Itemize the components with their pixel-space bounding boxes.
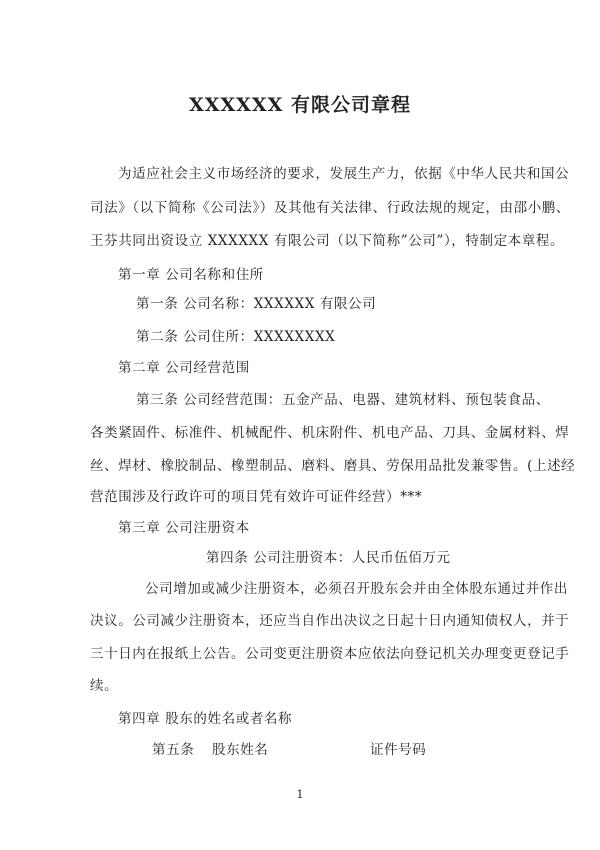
article-3-line-4: 营范围涉及行政许可的项目凭有效许可证件经营）*** [90, 489, 423, 505]
id-number-column: 证件号码 [370, 742, 427, 758]
shareholder-name-column: 股东姓名 [212, 742, 269, 758]
preamble-line-1: 为适应社会主义市场经济的要求，发展生产力，依据《中华人民共和国公 [118, 166, 570, 182]
preamble-line-2: 司法》（以下简称《公司法》）及其他有关法律、行政法规的规定，由邵小鹏、 [90, 200, 570, 216]
chapter-1-heading: 第一章 公司名称和住所 [118, 267, 264, 283]
article-5-label: 第五条 [152, 742, 195, 758]
capital-change-line-3: 三十日内在报纸上公告。公司变更注册资本应依法向登记机关办理变更登记手 [90, 646, 570, 662]
article-3-line-1: 第三条 公司经营范围：五金产品、电器、建筑材料、预包装食品、 [136, 392, 550, 408]
article-2: 第二条 公司住所：XXXXXXXX [136, 329, 336, 345]
chapter-3-heading: 第三章 公司注册资本 [118, 520, 250, 536]
capital-change-line-2: 决议。公司减少注册资本，还应当自作出决议之日起十日内通知债权人，并于 [90, 613, 570, 629]
article-4: 第四条 公司注册资本：人民币伍佰万元 [206, 550, 451, 566]
article-3-line-3: 丝、焊材、橡胶制品、橡塑制品、磨料、磨具、劳保用品批发兼零售。(上述经 [90, 458, 576, 474]
article-3-line-2: 各类紧固件、标准件、机械配件、机床附件、机电产品、刀具、金属材料、焊 [90, 425, 570, 441]
document-title: XXXXXX 有限公司章程 [188, 94, 412, 116]
article-1: 第一条 公司名称：XXXXXX 有限公司 [136, 296, 377, 312]
capital-change-line-1: 公司增加或减少注册资本，必须召开股东会并由全体股东通过并作出 [145, 581, 568, 597]
chapter-4-heading: 第四章 股东的姓名或者名称 [118, 711, 293, 727]
preamble-line-3: 王芬共同出资设立 XXXXXX 有限公司（以下简称”公司”），特制定本章程。 [90, 233, 565, 249]
capital-change-line-4: 续。 [90, 678, 119, 694]
page-number: 1 [296, 788, 304, 801]
chapter-2-heading: 第二章 公司经营范围 [118, 360, 250, 376]
